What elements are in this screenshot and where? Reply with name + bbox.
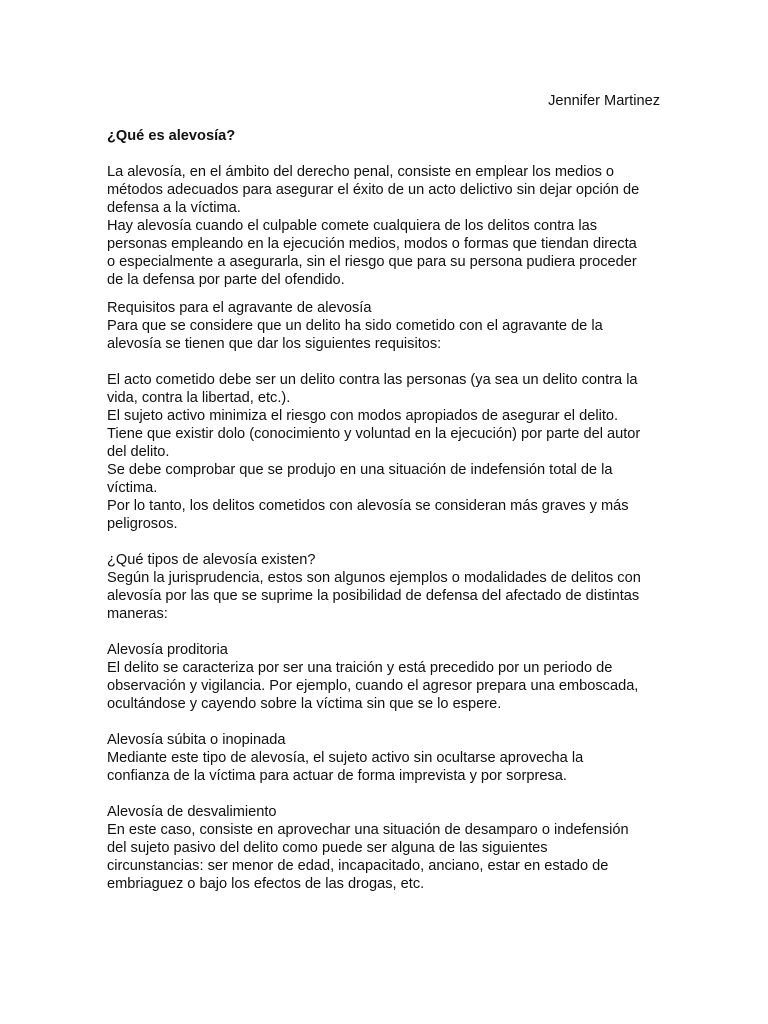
text-line: Tiene que existir dolo (conocimiento y voluntad en la ejecución) por parte del autor	[107, 426, 641, 442]
section-heading: Alevosía súbita o inopinada	[107, 732, 286, 748]
text-line: alevosía por las que se suprime la posibilidad de defensa del afectado de distintas	[107, 588, 640, 604]
text-line: defensa a la víctima.	[107, 200, 241, 216]
intro-paragraph	[107, 163, 667, 289]
text-line: Para que se considere que un delito ha sido cometido con el agravante de la	[107, 318, 603, 334]
text-line: vida, contra la libertad, etc.).	[107, 390, 291, 406]
text-line: del sujeto pasivo del delito como puede ser alguna de las siguientes	[107, 840, 548, 856]
text-line: personas empleando en la ejecución medios, modos o formas que tiendan directa	[107, 236, 637, 252]
text-line: La alevosía, en el ámbito del derecho penal, consiste en emplear los medios o	[107, 164, 615, 180]
text-line: embriaguez o bajo los efectos de las drogas, etc.	[107, 876, 425, 892]
requisitos-section	[107, 299, 667, 533]
text-line: Mediante este tipo de alevosía, el sujeto activo sin ocultarse aprovecha la	[107, 750, 584, 766]
text-line: observación y vigilancia. Por ejemplo, cuando el agresor prepara una emboscada,	[107, 678, 639, 694]
document-body	[107, 163, 667, 893]
subita-section	[107, 731, 667, 785]
section-heading: Requisitos para el agravante de alevosía	[107, 300, 372, 316]
text-line: Según la jurisprudencia, estos son algunos ejemplos o modalidades de delitos con	[107, 570, 641, 586]
text-line: o especialmente a asegurarla, sin el riesgo que para su persona pudiera proceder	[107, 254, 637, 270]
text-line: alevosía se tienen que dar los siguientes requisitos:	[107, 336, 442, 352]
text-line: Hay alevosía cuando el culpable comete cualquiera de los delitos contra las	[107, 218, 597, 234]
text-line: maneras:	[107, 606, 168, 622]
text-line: de la defensa por parte del ofendido.	[107, 272, 345, 288]
tipos-section	[107, 551, 667, 623]
text-line: víctima.	[107, 480, 158, 496]
text-line: El acto cometido debe ser un delito contra las personas (ya sea un delito contra la	[107, 372, 638, 388]
text-line: del delito.	[107, 444, 170, 460]
text-line: circunstancias: ser menor de edad, incapacitado, anciano, estar en estado de	[107, 858, 609, 874]
text-line: El delito se caracteriza por ser una traición y está precedido por un periodo de	[107, 660, 613, 676]
text-line: Se debe comprobar que se produjo en una situación de indefensión total de la	[107, 462, 613, 478]
section-heading: Alevosía proditoria	[107, 642, 228, 658]
section-heading: Alevosía de desvalimiento	[107, 804, 277, 820]
text-line: Por lo tanto, los delitos cometidos con alevosía se consideran más graves y más	[107, 498, 629, 514]
proditoria-section	[107, 641, 667, 713]
text-line: El sujeto activo minimiza el riesgo con modos apropiados de asegurar el delito.	[107, 408, 619, 424]
document-title: ¿Qué es alevosía?	[107, 128, 236, 144]
text-line: confianza de la víctima para actuar de forma imprevista y por sorpresa.	[107, 768, 567, 784]
text-line: peligrosos.	[107, 516, 178, 532]
text-line: métodos adecuados para asegurar el éxito de un acto delictivo sin dejar opción de	[107, 182, 640, 198]
text-line: En este caso, consiste en aprovechar una situación de desamparo o indefensión	[107, 822, 629, 838]
desvalimiento-section	[107, 803, 667, 893]
text-line: ocultándose y cayendo sobre la víctima sin que se lo espere.	[107, 696, 502, 712]
author-name: Jennifer Martinez	[548, 93, 660, 109]
section-heading: ¿Qué tipos de alevosía existen?	[107, 552, 316, 568]
